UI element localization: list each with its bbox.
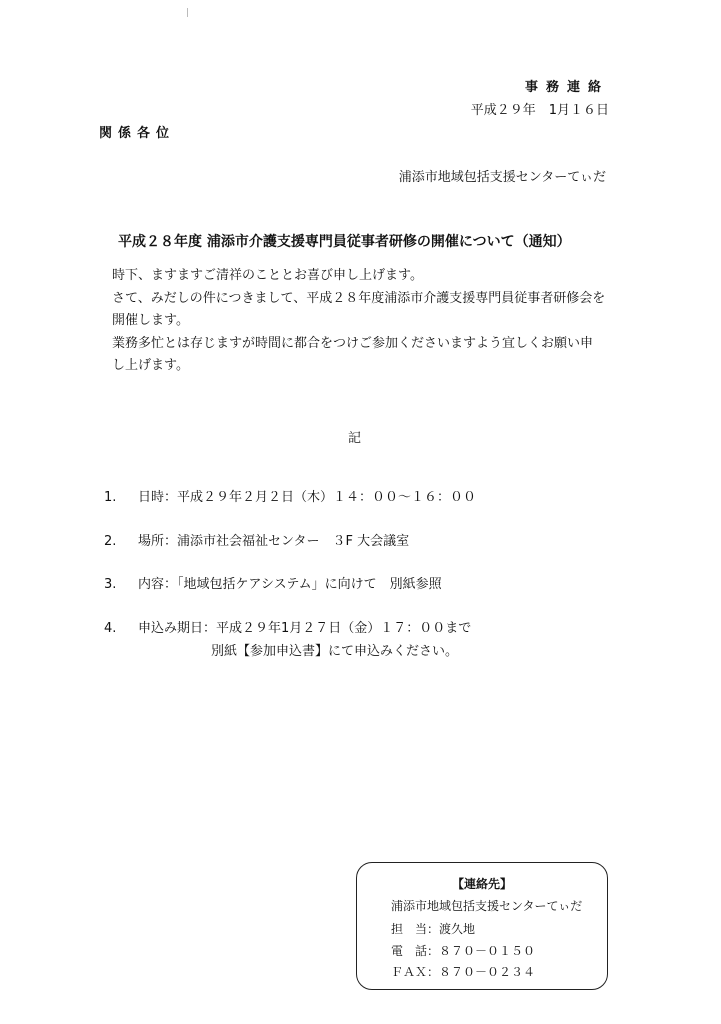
item-number: 3. bbox=[104, 577, 117, 592]
contact-person-value: 渡久地 bbox=[439, 922, 476, 936]
contact-phone-value: ８７０－０１５０ bbox=[439, 944, 536, 958]
document-date: 平成２９年 1月１６日 bbox=[470, 103, 609, 118]
contact-fax-label: ＦＡＸ： bbox=[391, 965, 440, 979]
scan-mark bbox=[187, 8, 188, 17]
item-number: 4. bbox=[104, 621, 117, 636]
body-line: 時下、ますますご清祥のこととお喜び申し上げます。 bbox=[112, 268, 423, 283]
item-text: 内容：「地域包括ケアシステム」に向けて 別紙参照 bbox=[138, 577, 442, 592]
body-line: し上げます。 bbox=[112, 358, 189, 374]
item-number: 2. bbox=[104, 534, 117, 549]
body-line: 開催します。 bbox=[112, 313, 189, 329]
item-text: 申込み期日：平成２９年1月２７日（金）１７：００まで bbox=[138, 621, 472, 636]
list-item bbox=[104, 486, 476, 505]
body-line: さて、みだしの件につきまして、平成２８年度浦添市介護支援専門員従事者研修会を bbox=[112, 290, 606, 306]
item-text: 日時：平成２９年２月２日（木）１４：００〜１６：００ bbox=[138, 490, 477, 505]
ki-heading: 記 bbox=[348, 431, 362, 446]
list-item bbox=[104, 617, 471, 659]
document-type: 事務連絡 bbox=[524, 80, 609, 95]
contact-phone-label: 電 話： bbox=[391, 944, 440, 958]
item-number: 1. bbox=[104, 490, 117, 505]
contact-fax-value: ８７０－０２３４ bbox=[439, 965, 536, 979]
recipient: 関係各位 bbox=[99, 126, 176, 141]
contact-fax bbox=[391, 963, 535, 980]
list-item bbox=[104, 573, 442, 592]
document-title: 平成２８年度 浦添市介護支援専門員従事者研修の開催について（通知） bbox=[118, 234, 571, 250]
contact-person-label: 担 当： bbox=[391, 922, 440, 936]
contact-title: 【連絡先】 bbox=[451, 877, 512, 891]
contact-phone bbox=[391, 942, 535, 959]
body-line: 業務多忙とは存じますが時間に都合をつけご参加くださいますよう宜しくお願い申 bbox=[112, 335, 594, 351]
document-body bbox=[112, 265, 612, 378]
contact-person bbox=[391, 920, 475, 937]
item-subtext: 別紙【参加申込書】にて申込みください。 bbox=[211, 644, 459, 659]
contact-org: 浦添市地域包括支援センターてぃだ bbox=[391, 899, 583, 913]
list-item bbox=[104, 530, 409, 549]
contact-box bbox=[356, 862, 608, 990]
sender: 浦添市地域包括支援センターてぃだ bbox=[398, 170, 606, 185]
item-text: 場所：浦添市社会福祉センター ３F 大会議室 bbox=[138, 534, 410, 549]
